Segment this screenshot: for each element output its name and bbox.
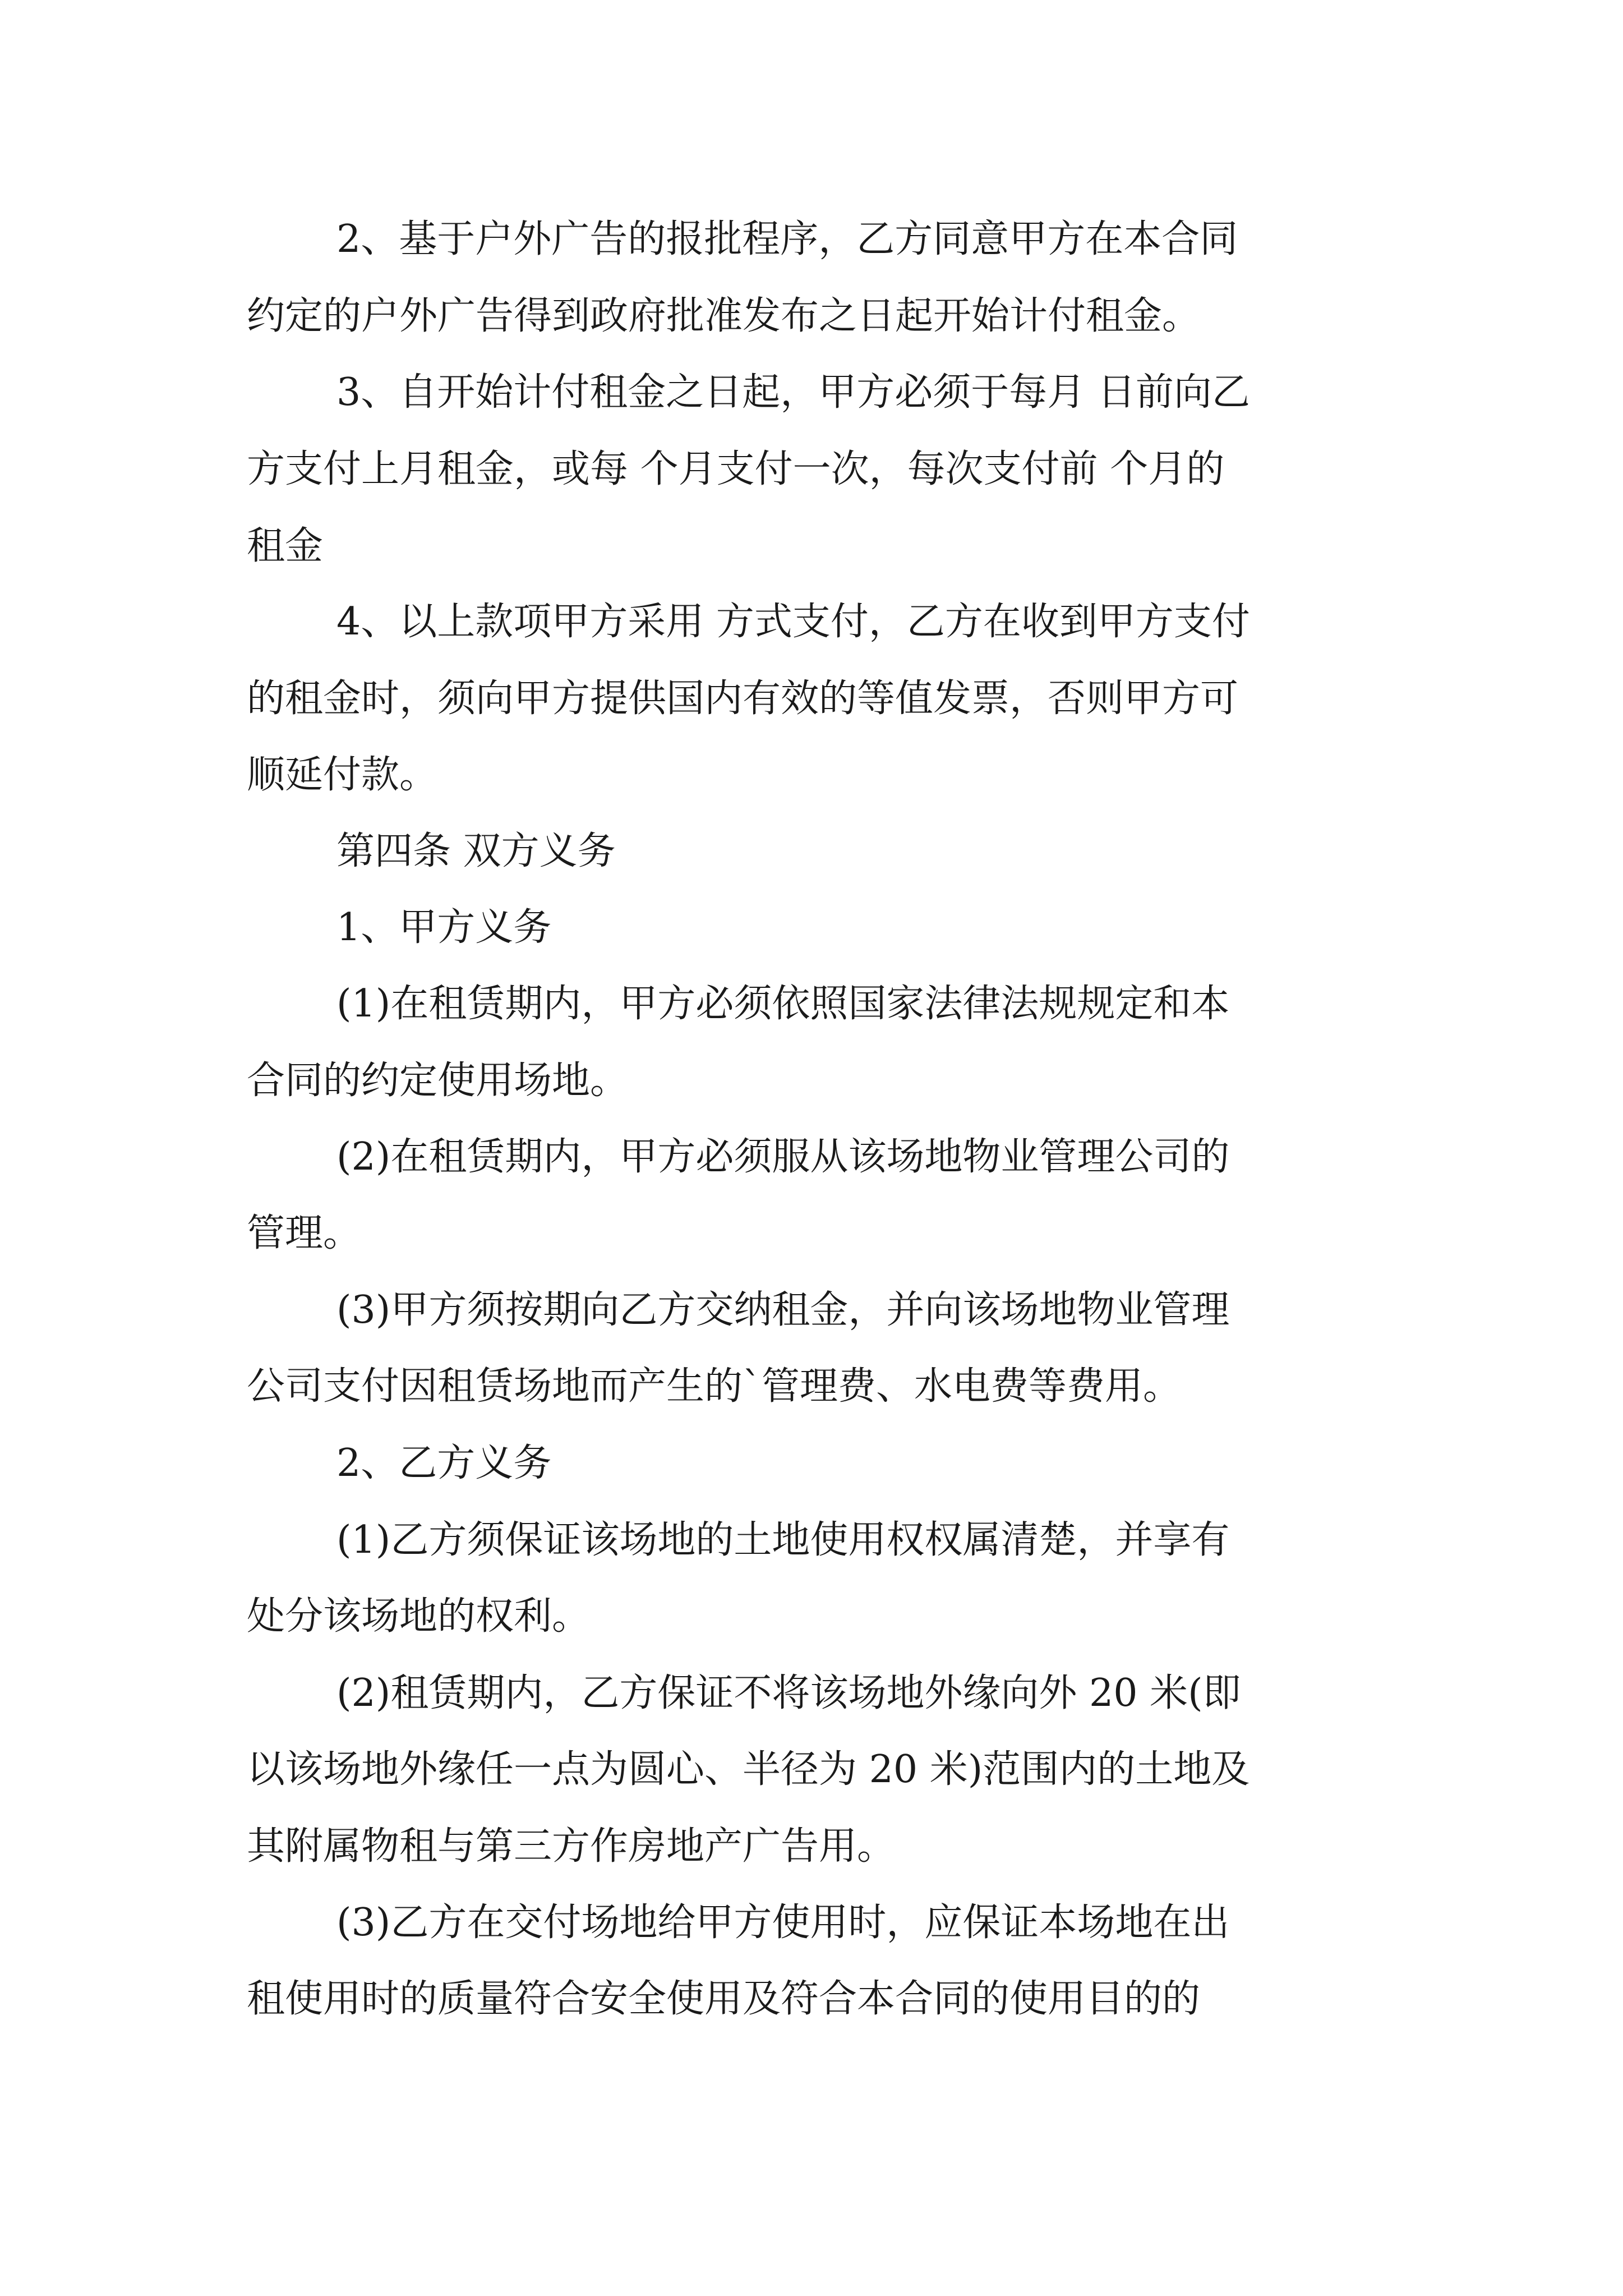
text-line: (3)甲方须按期向乙方交纳租金，并向该场地物业管理: [336, 1288, 1230, 1332]
subsection-heading: 2、乙方义务: [336, 1441, 552, 1485]
text-line: 2、基于户外广告的报批程序，乙方同意甲方在本合同: [336, 217, 1238, 261]
text-line: (2)租赁期内，乙方保证不将该场地外缘向外 20 米(即: [336, 1671, 1241, 1715]
text-line: 以该场地外缘任一点为圆心、半径为 20 米)范围内的土地及: [247, 1747, 1250, 1792]
text-line: 其附属物租与第三方作房地产广告用。: [247, 1824, 896, 1869]
text-line: 租金: [247, 524, 324, 568]
text-line: 4、以上款项甲方采用 方式支付，乙方在收到甲方支付: [336, 600, 1250, 644]
text-line: (2)在租赁期内，甲方必须服从该场地物业管理公司的: [336, 1135, 1230, 1179]
text-line: (1)乙方须保证该场地的土地使用权权属清楚，并享有: [336, 1518, 1230, 1562]
text-line: 3、自开始计付租金之日起，甲方必须于每月 日前向乙: [336, 370, 1250, 415]
text-line: 公司支付因租赁场地而产生的`管理费、水电费等费用。: [247, 1364, 1182, 1409]
text-line: 合同的约定使用场地。: [247, 1059, 629, 1103]
text-line: 的租金时，须向甲方提供国内有效的等值发票，否则甲方可: [247, 677, 1239, 721]
subsection-heading: 1、甲方义务: [336, 905, 552, 950]
text-line: 处分该场地的权利。: [247, 1594, 591, 1639]
text-line: 租使用时的质量符合安全使用及符合本合同的使用目的的: [247, 1977, 1201, 2021]
section-heading: 第四条 双方义务: [336, 829, 616, 873]
text-line: 约定的户外广告得到政府批准发布之日起开始计付租金。: [247, 294, 1201, 338]
text-line: 顺延付款。: [247, 753, 438, 797]
text-line: 方支付上月租金，或每 个月支付一次，每次支付前 个月的: [247, 447, 1225, 491]
text-line: (1)在租赁期内，甲方必须依照国家法律法规规定和本: [336, 982, 1230, 1026]
text-line: (3)乙方在交付场地给甲方使用时，应保证本场地在出: [336, 1901, 1230, 1945]
text-line: 管理。: [247, 1211, 362, 1255]
